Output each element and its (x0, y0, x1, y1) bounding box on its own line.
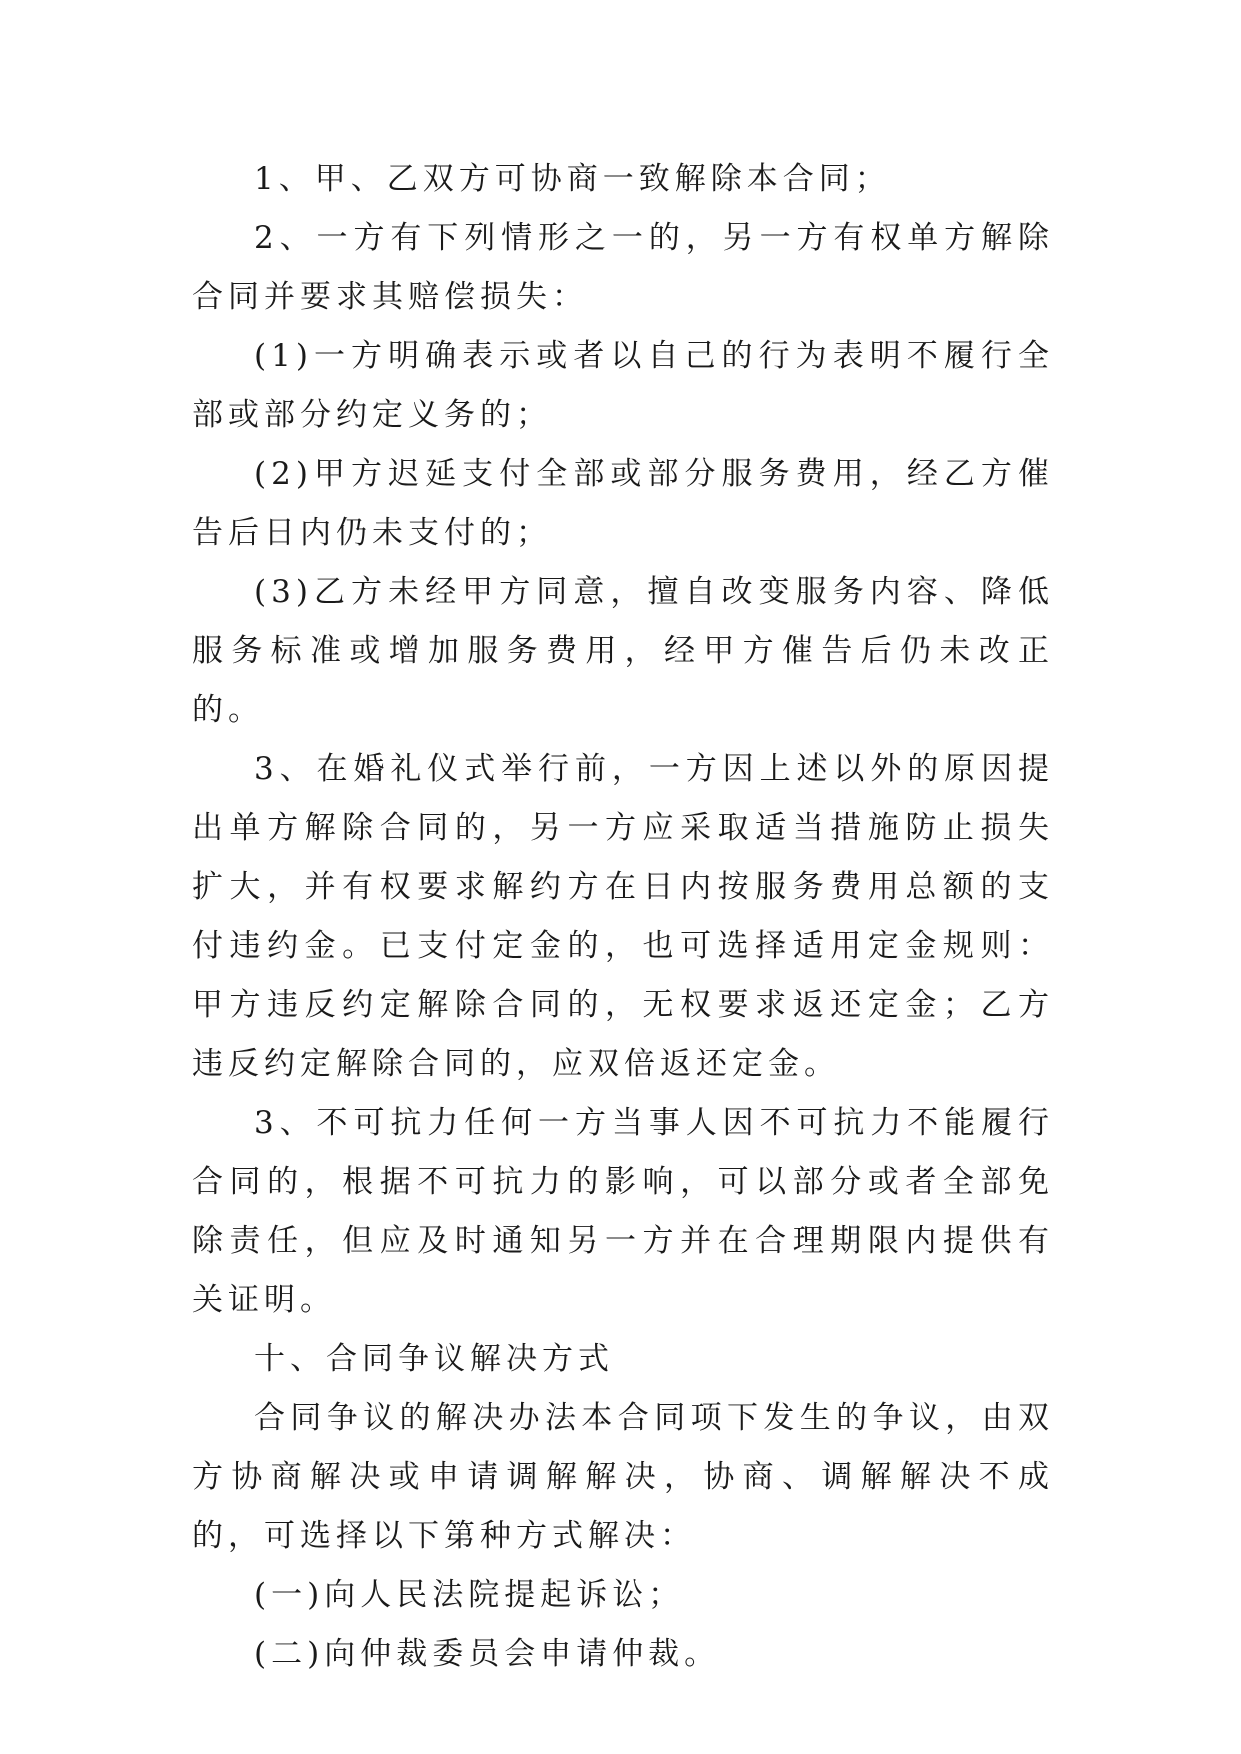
section-heading-dispute: 十、合同争议解决方式 (254, 1341, 614, 1377)
dispute-option-2: (二)向仲裁委员会申请仲裁。 (254, 1636, 721, 1672)
sub-clause-1: (1)一方明确表示或者以自己的行为表明不履行全部或部分约定义务的； (192, 338, 1054, 433)
dispute-option-1: (一)向人民法院提起诉讼； (254, 1577, 685, 1613)
sub-clause-2: (2)甲方迟延支付全部或部分服务费用，经乙方催告后日内仍未支付的； (192, 456, 1054, 551)
clause-mutual-termination: 1、甲、乙双方可协商一致解除本合同； (254, 161, 891, 197)
clause-force-majeure: 3、不可抗力任何一方当事人因不可抗力不能履行合同的，根据不可抗力的影响，可以部分或者全部免除责任，但应及时通知另一方并在合理期限内提供有关证明。 (192, 1105, 1054, 1318)
clause-unilateral-termination: 2、一方有下列情形之一的，另一方有权单方解除合同并要求其赔偿损失： (192, 220, 1054, 315)
clause-dispute-resolution: 合同争议的解决办法本合同项下发生的争议，由双方协商解决或申请调解解决，协商、调解解决不成的，可选择以下第种方式解决： (192, 1400, 1054, 1554)
clause-pre-ceremony-termination: 3、在婚礼仪式举行前，一方因上述以外的原因提出单方解除合同的，另一方应采取适当措施防止损失扩大，并有权要求解约方在日内按服务费用总额的支付违约金。已支付定金的，也可选择适用定金规则：甲方违反约定解除合同的，无权要求返还定金；乙方违反约定解除合同的，应双倍返还定金。 (192, 751, 1054, 1082)
sub-clause-3: (3)乙方未经甲方同意，擅自改变服务内容、降低服务标准或增加服务费用，经甲方催告后仍未改正的。 (192, 574, 1054, 728)
document-page (192, 150, 1054, 1684)
